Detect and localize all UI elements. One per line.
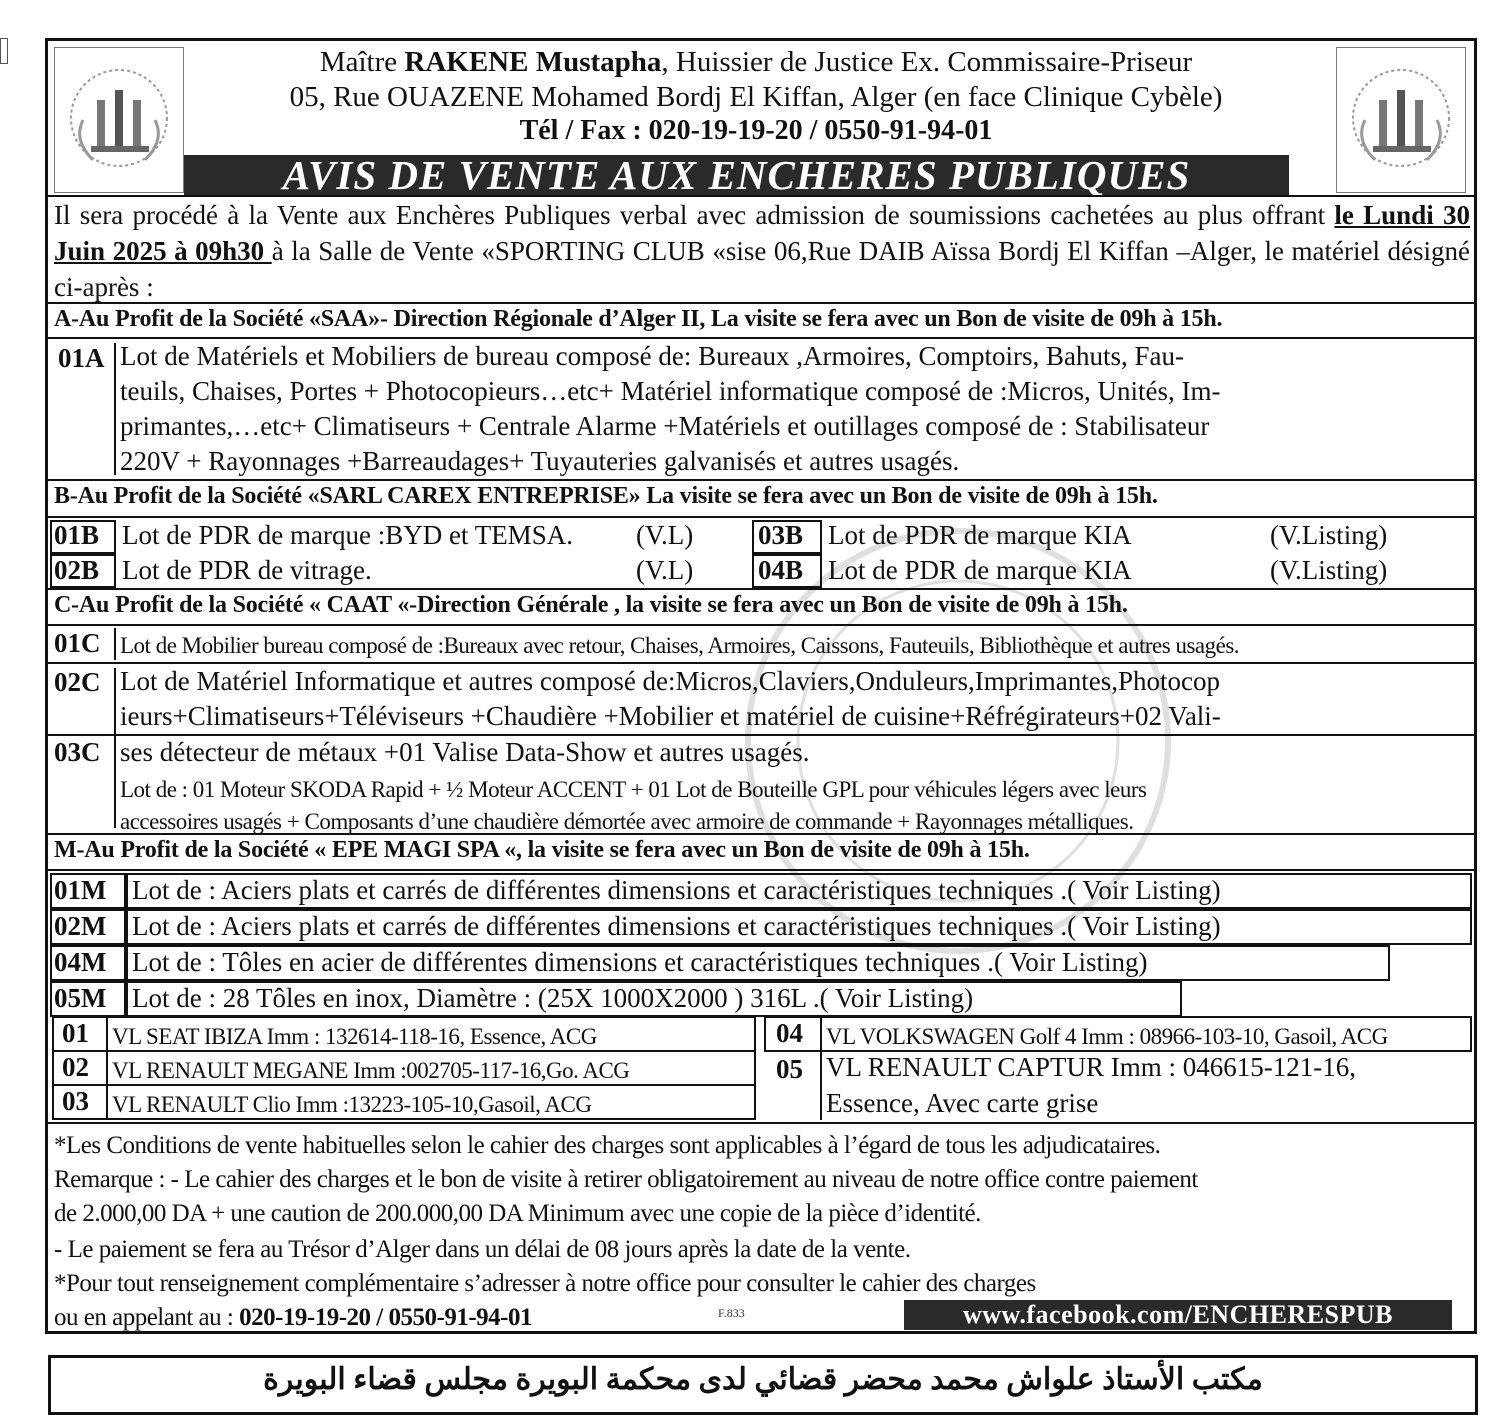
vehicle-desc: Essence, Avec carte grise bbox=[826, 1088, 1099, 1118]
auction-notice bbox=[45, 38, 1477, 1334]
vehicle-no: 05 bbox=[776, 1054, 803, 1084]
vehicles-table bbox=[48, 1016, 1474, 1122]
lot-02c-03c-rows bbox=[48, 662, 1474, 833]
lot-03c-line-2: accessoires usagés + Composants d’une chaudière démortée avec armoire de commande + Rayonnages métalliques. bbox=[120, 809, 1134, 834]
lot-02c-line-2: ieurs+Climatiseurs+Téléviseurs +Chaudière +Mobilier et matériel de cuisine+Réfrégirateurs+02 Vali- bbox=[120, 701, 1221, 731]
lot-text: Lot de : Tôles en acier de différentes dimensions et caractéristiques techniques .( Voir Listing) bbox=[132, 947, 1148, 977]
bailiff-address: 05, Rue OUAZENE Mohamed Bordj El Kiffan, Alger (en face Clinique Cybèle) bbox=[289, 81, 1223, 113]
vehicle-desc: VL RENAULT Clio Imm :13223-105-10,Gasoil, ACG bbox=[112, 1092, 592, 1117]
section-a-header bbox=[48, 302, 1474, 338]
vehicle-desc: VL RENAULT CAPTUR Imm : 046615-121-16, bbox=[826, 1052, 1357, 1082]
lot-text: Lot de : 28 Tôles en inox, Diamètre : (25X 1000X2000 ) 316L .( Voir Listing) bbox=[132, 983, 974, 1013]
lot-desc: Lot de PDR de vitrage. bbox=[122, 555, 372, 585]
lot-code: 02B bbox=[54, 555, 100, 585]
lot-code: 03B bbox=[758, 520, 804, 550]
lot-01c-row bbox=[48, 624, 1474, 662]
facebook-link: www.facebook.com/ENCHERESPUB bbox=[904, 1300, 1452, 1330]
separator bbox=[114, 343, 116, 475]
lot-text: Lot de : Aciers plats et carrés de différentes dimensions et caractéristiques techniques .( Voir Listing) bbox=[132, 911, 1221, 941]
lot-desc: Lot de PDR de marque KIA bbox=[828, 555, 1132, 585]
section-m-lots bbox=[48, 869, 1474, 1015]
lot-ref: (V.Listing) bbox=[1270, 520, 1388, 550]
lot-ref: (V.Listing) bbox=[1270, 555, 1388, 585]
remark-line-1: Remarque : - Le cahier des charges et le bon de visite à retirer obligatoirement au niveau de notre office contre paiement bbox=[54, 1166, 1198, 1193]
section-m-header bbox=[48, 833, 1474, 869]
lot-01a-line-4: 220V + Rayonnages +Barreaudages+ Tuyauteries galvanisés et autres usagés. bbox=[120, 446, 960, 476]
lot-code: 02C bbox=[54, 667, 101, 697]
lot-02c-line-3: ses détecteur de métaux +01 Valise Data-Show et autres usagés. bbox=[120, 737, 810, 767]
notice-title: AVIS DE VENTE AUX ENCHERES PUBLIQUES bbox=[184, 155, 1289, 195]
vehicle-no: 01 bbox=[62, 1018, 89, 1048]
lot-code: 04B bbox=[758, 555, 804, 585]
contact-line: ou en appelant au : 020-19-19-20 / 0550-91-94-01 bbox=[54, 1304, 532, 1331]
vehicle-desc: VL RENAULT MEGANE Imm :002705-117-16,Go. ACG bbox=[112, 1058, 630, 1083]
vehicle-no: 03 bbox=[62, 1086, 89, 1116]
info-text: *Pour tout renseignement complémentaire s’adresser à notre office pour consulter le cahier des charges bbox=[54, 1270, 1036, 1297]
section-c-header bbox=[48, 588, 1474, 624]
lot-desc: Lot de PDR de marque KIA bbox=[828, 520, 1132, 550]
lot-code: 02M bbox=[54, 911, 107, 941]
lot-code: 03C bbox=[54, 737, 101, 767]
bailiff-details bbox=[188, 45, 1324, 147]
lot-code: 05M bbox=[54, 983, 107, 1013]
section-m-title: M-Au Profit de la Société « EPE MAGI SPA «, la visite se fera avec un Bon de visite de 09h à 15h. bbox=[54, 837, 1030, 863]
vehicle-no: 02 bbox=[62, 1052, 89, 1082]
lot-code: 01C bbox=[54, 628, 101, 658]
contact-numbers: 020-19-19-20 / 0550-91-94-01 bbox=[239, 1304, 532, 1331]
vehicle-no: 04 bbox=[776, 1018, 803, 1048]
section-c-title: C-Au Profit de la Société « CAAT «-Direction Générale , la visite se fera avec un Bon de visite de 09h à 15h. bbox=[54, 592, 1128, 618]
bailiff-line-1: Maître RAKENE Mustapha, Huissier de Justice Ex. Commissaire-Priseur bbox=[319, 46, 1193, 78]
logo-right bbox=[1336, 47, 1466, 193]
ref-code: F.833 bbox=[718, 1306, 745, 1320]
lot-01a-line-1: Lot de Matériels et Mobiliers de bureau composé de: Bureaux ,Armoires, Comptoirs, Bahuts, Fau- bbox=[120, 341, 1185, 371]
lot-01c-text: Lot de Mobilier bureau composé de :Bureaux avec retour, Chaises, Armoires, Caissons, Fauteuils, Bibliothèque et autres usagés. bbox=[120, 633, 1240, 658]
intro-paragraph: Il sera procédé à la Vente aux Enchères Publiques verbal avec admission de soumissions cachetées au plus offrant le Lundi 30 Juin 2025 à 09h30 à la Salle de Vente «SPORTING CLUB «sise 06,Rue DAIB Aïssa Bordj El Kiffan –Alger, le matériel désigné ci-après : bbox=[54, 200, 1471, 302]
section-b-lots bbox=[48, 516, 1474, 588]
lot-code: 01A bbox=[58, 343, 105, 373]
separator bbox=[106, 1016, 108, 1120]
second-notice-title: مكتب الأستاذ علواش محمد محضر قضائي لدى محكمة البويرة مجلس قضاء البويرة bbox=[263, 1363, 1263, 1396]
section-b-title: B-Au Profit de la Société «SARL CAREX ENTREPRISE» La visite se fera avec un Bon de visite de 09h à 15h. bbox=[54, 483, 1158, 509]
notice-footer bbox=[48, 1122, 1474, 1334]
lot-ref: (V.L) bbox=[636, 555, 694, 585]
lot-02c-line-1: Lot de Matériel Informatique et autres composé de:Micros,Claviers,Onduleurs,Imprimantes,Photocop bbox=[120, 666, 1220, 696]
section-b-header bbox=[48, 479, 1474, 516]
separator bbox=[114, 668, 116, 828]
lot-code: 04M bbox=[54, 947, 107, 977]
lot-text: Lot de : Aciers plats et carrés de différentes dimensions et caractéristiques techniques .( Voir Listing) bbox=[132, 875, 1221, 905]
scales-of-justice-emblem-icon bbox=[63, 60, 175, 180]
lot-code: 01M bbox=[54, 875, 107, 905]
lot-01a-line-2: teuils, Chaises, Portes + Photocopieurs…etc+ Matériel informatique composé de :Micros, Unités, Im- bbox=[120, 376, 1221, 406]
section-a-title: A-Au Profit de la Société «SAA»- Direction Régionale d’Alger II, La visite se fera avec un Bon de visite de 09h à 15h. bbox=[54, 306, 1223, 332]
lot-desc: Lot de PDR de marque :BYD et TEMSA. bbox=[122, 520, 573, 550]
lot-01a-row bbox=[48, 337, 1474, 479]
page-edge-mark bbox=[0, 38, 8, 64]
scales-of-justice-emblem-icon bbox=[1345, 60, 1457, 180]
separator bbox=[114, 628, 116, 660]
lot-03c-line-1: Lot de : 01 Moteur SKODA Rapid + ½ Moteur ACCENT + 01 Lot de Bouteille GPL pour véhicules légers avec leurs bbox=[120, 777, 1147, 802]
lot-01a-line-3: primantes,…etc+ Climatiseurs + Centrale Alarme +Matériels et outillages composé de : Stabilisateur bbox=[120, 411, 1210, 441]
sale-date: le Lundi 30 Juin 2025 à 09h30 bbox=[54, 200, 1471, 266]
bailiff-name: RAKENE Mustapha bbox=[404, 46, 662, 78]
lot-ref: (V.L) bbox=[636, 520, 694, 550]
separator bbox=[820, 1016, 822, 1120]
bailiff-phone: Tél / Fax : 020-19-19-20 / 0550-91-94-01 bbox=[519, 115, 993, 146]
vehicle-desc: VL VOLKSWAGEN Golf 4 Imm : 08966-103-10, Gasoil, ACG bbox=[826, 1024, 1388, 1049]
payment-text: - Le paiement se fera au Trésor d’Alger dans un délai de 08 jours après la date de la vente. bbox=[54, 1236, 911, 1263]
vehicle-desc: VL SEAT IBIZA Imm : 132614-118-16, Essence, ACG bbox=[112, 1024, 597, 1049]
second-notice bbox=[48, 1355, 1478, 1415]
lot-code: 01B bbox=[54, 520, 100, 550]
notice-header bbox=[48, 41, 1474, 197]
conditions-text: *Les Conditions de vente habituelles selon le cahier des charges sont applicables à l’égard de tous les adjudicataires. bbox=[54, 1132, 1161, 1159]
remark-line-2: de 2.000,00 DA + une caution de 200.000,00 DA Minimum avec une copie de la pièce d’identité. bbox=[54, 1200, 981, 1227]
logo-left bbox=[54, 47, 184, 193]
